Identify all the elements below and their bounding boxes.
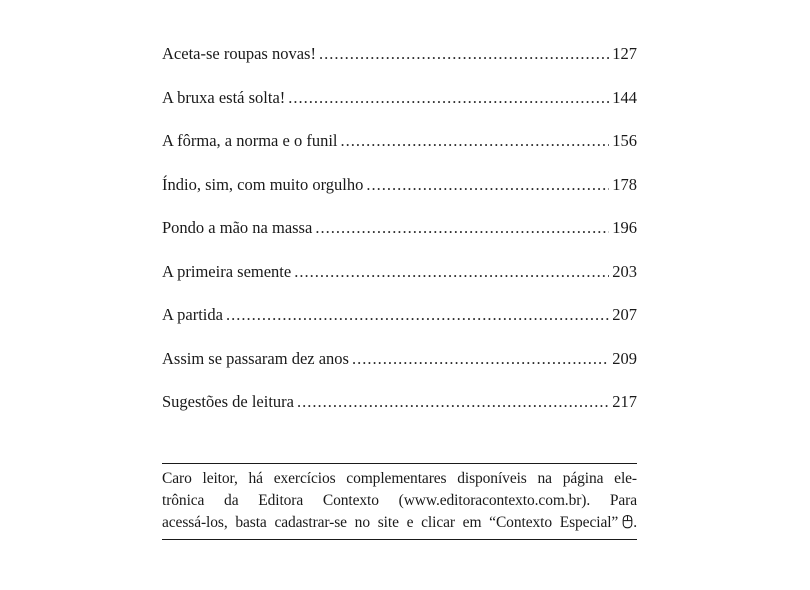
toc-entry-page: 156 <box>612 131 637 150</box>
toc-entry <box>162 46 637 90</box>
toc-entry-title: A fôrma, a norma e o funil <box>162 131 338 150</box>
toc-entry-page: 196 <box>612 218 637 237</box>
toc-entry <box>162 348 637 395</box>
toc-dot-leader <box>226 307 609 324</box>
toc-entry <box>162 133 637 177</box>
reader-note-line: trônica da Editora Contexto (www.editoracontexto.com.br). Para <box>162 492 637 509</box>
reader-note-period: . <box>633 514 637 531</box>
table-of-contents <box>162 46 637 438</box>
toc-dot-leader <box>341 133 610 150</box>
toc-entry-title: Pondo a mão na massa <box>162 218 313 237</box>
reader-note-line: Caro leitor, há exercícios complementares disponíveis na página ele- <box>162 470 637 487</box>
toc-entry-page: 217 <box>612 392 637 411</box>
toc-dot-leader <box>319 46 609 63</box>
reader-note-line-last <box>162 512 637 536</box>
toc-entry <box>162 220 637 264</box>
toc-entry-title: Sugestões de leitura <box>162 392 294 411</box>
toc-entry-title: Assim se passaram dez anos <box>162 348 349 368</box>
toc-dot-leader <box>352 351 609 368</box>
reader-note-text: acessá-los, basta cadastrar-se no site e clicar em “Contexto Especial” <box>162 514 619 531</box>
toc-entry-page: 209 <box>612 348 637 368</box>
toc-entry <box>162 307 637 351</box>
toc-dot-leader <box>366 177 609 194</box>
toc-dot-leader <box>294 264 609 281</box>
toc-dot-leader <box>288 90 609 107</box>
toc-entry-title: Índio, sim, com muito orgulho <box>162 174 364 194</box>
toc-entry-title: A primeira semente <box>162 261 292 281</box>
toc-entry-page: 144 <box>612 87 637 107</box>
mouse-icon <box>622 514 633 536</box>
toc-entry <box>162 261 637 308</box>
toc-entry-page: 207 <box>612 305 637 324</box>
toc-entry-page: 203 <box>612 261 637 281</box>
toc-entry-page: 127 <box>612 44 637 63</box>
toc-entry-page: 178 <box>612 174 637 194</box>
toc-entry-title: A bruxa está solta! <box>162 87 286 107</box>
toc-entry-title: Aceta-se roupas novas! <box>162 44 316 63</box>
toc-entry <box>162 174 637 221</box>
toc-entry <box>162 394 637 438</box>
reader-note-box <box>162 463 637 540</box>
toc-dot-leader <box>297 394 609 411</box>
toc-dot-leader <box>315 220 609 237</box>
toc-entry <box>162 87 637 134</box>
toc-entry-title: A partida <box>162 305 223 324</box>
